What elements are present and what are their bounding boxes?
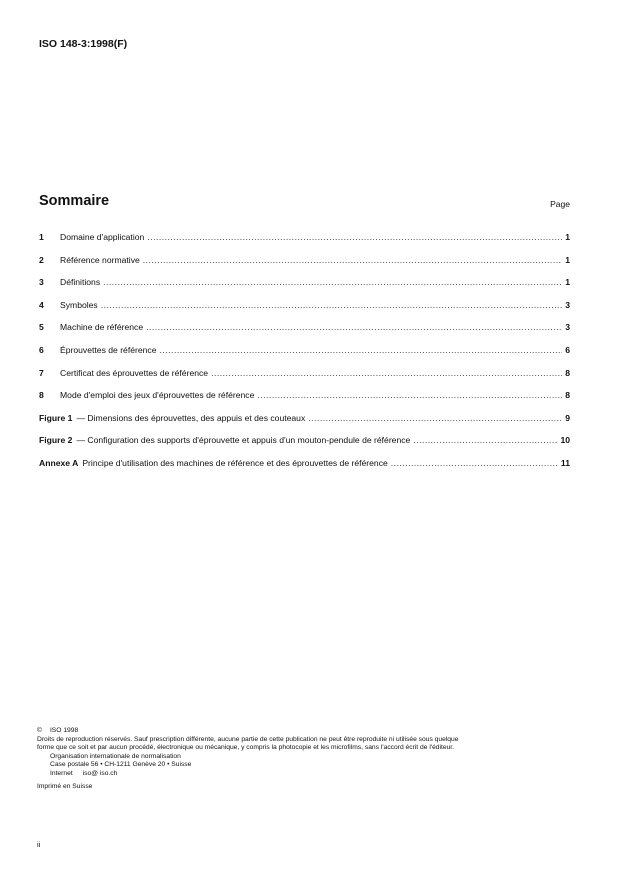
toc-dot-leader	[143, 255, 562, 265]
toc-entry-page: 1	[565, 254, 570, 265]
toc-entry	[39, 255, 570, 278]
toc-dot-leader	[308, 413, 562, 423]
printed-in: Imprimé en Suisse	[37, 782, 93, 790]
toc-entry-number: 4	[39, 299, 44, 310]
toc-entry-prefix: Figure 1	[39, 412, 73, 423]
toc-dot-leader	[211, 368, 562, 378]
toc-entry	[39, 413, 570, 436]
organisation-name: Organisation internationale de normalisation	[50, 752, 181, 760]
toc-entry-page: 1	[565, 277, 570, 288]
table-of-contents	[39, 232, 570, 481]
toc-entry	[39, 345, 570, 368]
toc-entry-number: 8	[39, 390, 44, 401]
page-number: ii	[37, 840, 41, 849]
toc-entry-page: 9	[565, 412, 570, 423]
rights-statement-line-1: Droits de reproduction réservés. Sauf prescription différente, aucune partie de cette publication ne peut être reproduite ni utilisée sous quelque	[37, 735, 459, 743]
toc-entry-page: 6	[565, 344, 570, 355]
toc-entry-title: Domaine d'application	[60, 232, 145, 242]
toc-entry-title: Mode d'emploi des jeux d'éprouvettes de référence	[60, 390, 255, 401]
internet-label: Internet	[50, 769, 73, 777]
internet-address: iso@ iso.ch	[82, 769, 118, 777]
toc-entry-page: 10	[560, 435, 570, 446]
toc-entry-number: 2	[39, 254, 44, 265]
copyright-symbol: ©	[37, 727, 42, 734]
toc-entry-title: Principe d'utilisation des machines de référence et des éprouvettes de référence	[82, 457, 388, 468]
toc-entry-prefix: Annexe A	[39, 457, 79, 468]
toc-entry-number: 1	[39, 232, 44, 242]
toc-entry-number: 7	[39, 367, 44, 378]
toc-entry-title: Certificat des éprouvettes de référence	[60, 367, 209, 378]
toc-entry-title: Définitions	[60, 277, 101, 288]
rights-statement-line-2: forme que ce soit et par aucun procédé, électronique ou mécanique, y compris la photocopie et les microfilms, sans l'accord écrit de l'éditeur.	[37, 744, 455, 752]
toc-entry-number: 3	[39, 277, 44, 288]
toc-entry	[39, 458, 570, 481]
toc-entry	[39, 300, 570, 323]
toc-dot-leader	[257, 390, 562, 400]
toc-entry-page: 8	[565, 390, 570, 401]
toc-entry-prefix: Figure 2	[39, 435, 73, 446]
toc-entry-title: Éprouvettes de référence	[60, 344, 157, 355]
toc-title: Sommaire	[39, 193, 110, 209]
toc-dot-leader	[160, 345, 563, 355]
toc-dot-leader	[413, 435, 557, 445]
organisation-address: Case postale 56 • CH-1211 Genève 20 • Suisse	[50, 761, 192, 769]
toc-entry-title: — Configuration des supports d'éprouvette et appuis d'un mouton-pendule de référence	[76, 435, 411, 446]
toc-dot-leader	[391, 458, 558, 468]
copyright-footer	[37, 727, 582, 791]
toc-entry-page: 8	[565, 367, 570, 378]
toc-entry	[39, 277, 570, 300]
toc-entry-page: 1	[565, 232, 570, 242]
toc-page-column-label: Page	[550, 199, 570, 209]
toc-entry	[39, 390, 570, 413]
copyright-text: ISO 1998	[49, 727, 79, 734]
toc-entry-page: 3	[565, 299, 570, 310]
toc-entry-number: 5	[39, 322, 44, 333]
toc-entry	[39, 232, 570, 255]
toc-entry-number: 6	[39, 344, 44, 355]
toc-entry-title: Machine de référence	[60, 322, 144, 333]
toc-entry	[39, 435, 570, 458]
toc-dot-leader	[146, 322, 562, 332]
toc-entry-title: Référence normative	[60, 254, 140, 265]
toc-entry	[39, 322, 570, 345]
toc-entry-title: — Dimensions des éprouvettes, des appuis et des couteaux	[76, 412, 306, 423]
toc-entry-title: Symboles	[60, 299, 98, 310]
toc-dot-leader	[101, 300, 562, 310]
toc-entry	[39, 368, 570, 391]
toc-entry-page: 11	[560, 457, 570, 468]
toc-dot-leader	[147, 232, 562, 242]
document-id: ISO 148-3:1998(F)	[39, 38, 128, 50]
toc-dot-leader	[103, 277, 562, 287]
toc-entry-page: 3	[565, 322, 570, 333]
